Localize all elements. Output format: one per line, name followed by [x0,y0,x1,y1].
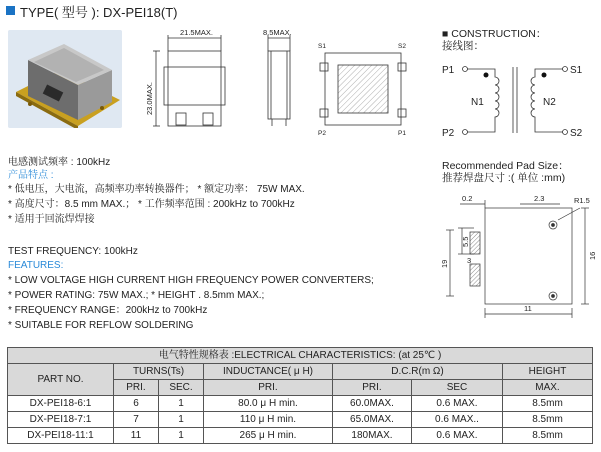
cell-dcr-sec: 0.6 MAX. [412,428,503,444]
n2-label: N2 [543,97,556,108]
cell-part: DX-PEI18-7:1 [8,412,114,428]
cell-turns-pri: 7 [114,412,159,428]
header-dcr: D.C.R(m Ω) [333,364,503,380]
pad-layout-drawing [440,190,600,325]
cell-inductance: 265 μ H min. [204,428,333,444]
polarity-dot-icon [484,73,489,78]
cell-turns-sec: 1 [159,428,204,444]
cell-height: 8.5mm [503,396,593,412]
electrical-characteristics-table [7,347,593,444]
cn-test-frequency: 电感测试频率 : 100kHz [8,157,111,168]
dim-11: 11 [524,304,532,313]
dim-0-2: 0.2 [462,194,473,203]
product-photo [8,30,122,128]
table-row [8,396,593,412]
table-row [8,428,593,444]
table-caption: 电气特性规格表 :ELECTRICAL CHARACTERISTICS: (at 25℃ ) [8,348,593,364]
title-square-icon [6,6,15,15]
header-turns-pri: PRI. [114,380,159,396]
n1-label: N1 [471,97,484,108]
en-feature-line: * FREQUENCY RANGE：200kHz to 700kHz [8,305,208,316]
cell-turns-pri: 11 [114,428,159,444]
en-features-title: FEATURES: [8,260,64,271]
dim-3: 3 [467,256,472,265]
en-feature-line: * LOW VOLTAGE HIGH CURRENT HIGH FREQUENCY POWER CONVERTERS; [8,275,374,286]
header-inductance: INDUCTANCE( μ H) [204,364,333,380]
cell-turns-sec: 1 [159,412,204,428]
pad-title-cn: 推荐焊盘尺寸 :( 单位 :mm) [442,172,566,184]
cell-dcr-pri: 180MAX. [333,428,412,444]
dim-16: 16 [588,251,597,260]
cell-dcr-sec: 0.6 MAX.. [412,412,503,428]
depth-dimension: 8.5MAX. [263,28,292,37]
polarity-dot-icon [542,73,547,78]
p2-label: P2 [442,128,455,139]
dim-5-5: 5.5 [461,236,470,247]
construction-title: ■ CONSTRUCTION： [442,28,547,40]
cell-height: 8.5mm [503,428,593,444]
header-height: HEIGHT [503,364,593,380]
header-height-max: MAX. [503,380,593,396]
en-feature-line: * SUITABLE FOR REFLOW SOLDERING [8,320,194,331]
cn-feature-line: * 适用于回流焊焊接 [8,214,95,225]
header-inductance-pri: PRI. [204,380,333,396]
pin-s1-label: S1 [318,43,326,50]
en-test-frequency: TEST FREQUENCY: 100kHz [8,246,138,257]
dim-19: 19 [440,259,449,268]
p1-label: P1 [442,65,455,76]
pin-p1-label: P1 [398,130,406,137]
winding-diagram [440,55,590,140]
page-title: TYPE( 型号 ): DX-PEI18(T) [20,5,178,20]
en-feature-line: * POWER RATING: 75W MAX.; * HEIGHT . 8.5mm MAX.; [8,290,265,301]
s2-label: S2 [570,128,583,139]
cell-inductance: 110 μ H min. [204,412,333,428]
cell-inductance: 80.0 μ H min. [204,396,333,412]
header-dcr-sec: SEC [412,380,503,396]
pin-s2-label: S2 [398,43,406,50]
cn-features-title: 产品特点 : [8,170,54,181]
dim-2-3: 2.3 [534,194,545,203]
cell-dcr-sec: 0.6 MAX. [412,396,503,412]
cn-feature-line: * 高度尺寸：8.5 mm MAX.； * 工作频率范围 : 200kHz to 700kHz [8,199,295,210]
cell-part: DX-PEI18-6:1 [8,396,114,412]
header-turns-sec: SEC. [159,380,204,396]
height-dimension: 23.0MAX. [145,82,154,115]
cell-height: 8.5mm [503,412,593,428]
table-row [8,412,593,428]
cell-part: DX-PEI18-11:1 [8,428,114,444]
dim-r1-5: R1.5 [574,196,590,205]
header-turns: TURNS(Ts) [114,364,204,380]
width-dimension: 21.5MAX. [180,28,213,37]
cell-turns-sec: 1 [159,396,204,412]
cell-dcr-pri: 65.0MAX. [333,412,412,428]
cell-turns-pri: 6 [114,396,159,412]
pad-title: Recommended Pad Size： [442,160,569,172]
cell-dcr-pri: 60.0MAX. [333,396,412,412]
construction-title-cn: 接线图： [442,40,484,52]
pin-p2-label: P2 [318,130,326,137]
s1-label: S1 [570,65,583,76]
header-part-no: PART NO. [8,364,114,396]
header-dcr-pri: PRI. [333,380,412,396]
mechanical-drawing [140,25,425,140]
cn-feature-line: * 低电压，大电流，高频率功率转换器件； * 额定功率： 75W MAX. [8,184,305,195]
